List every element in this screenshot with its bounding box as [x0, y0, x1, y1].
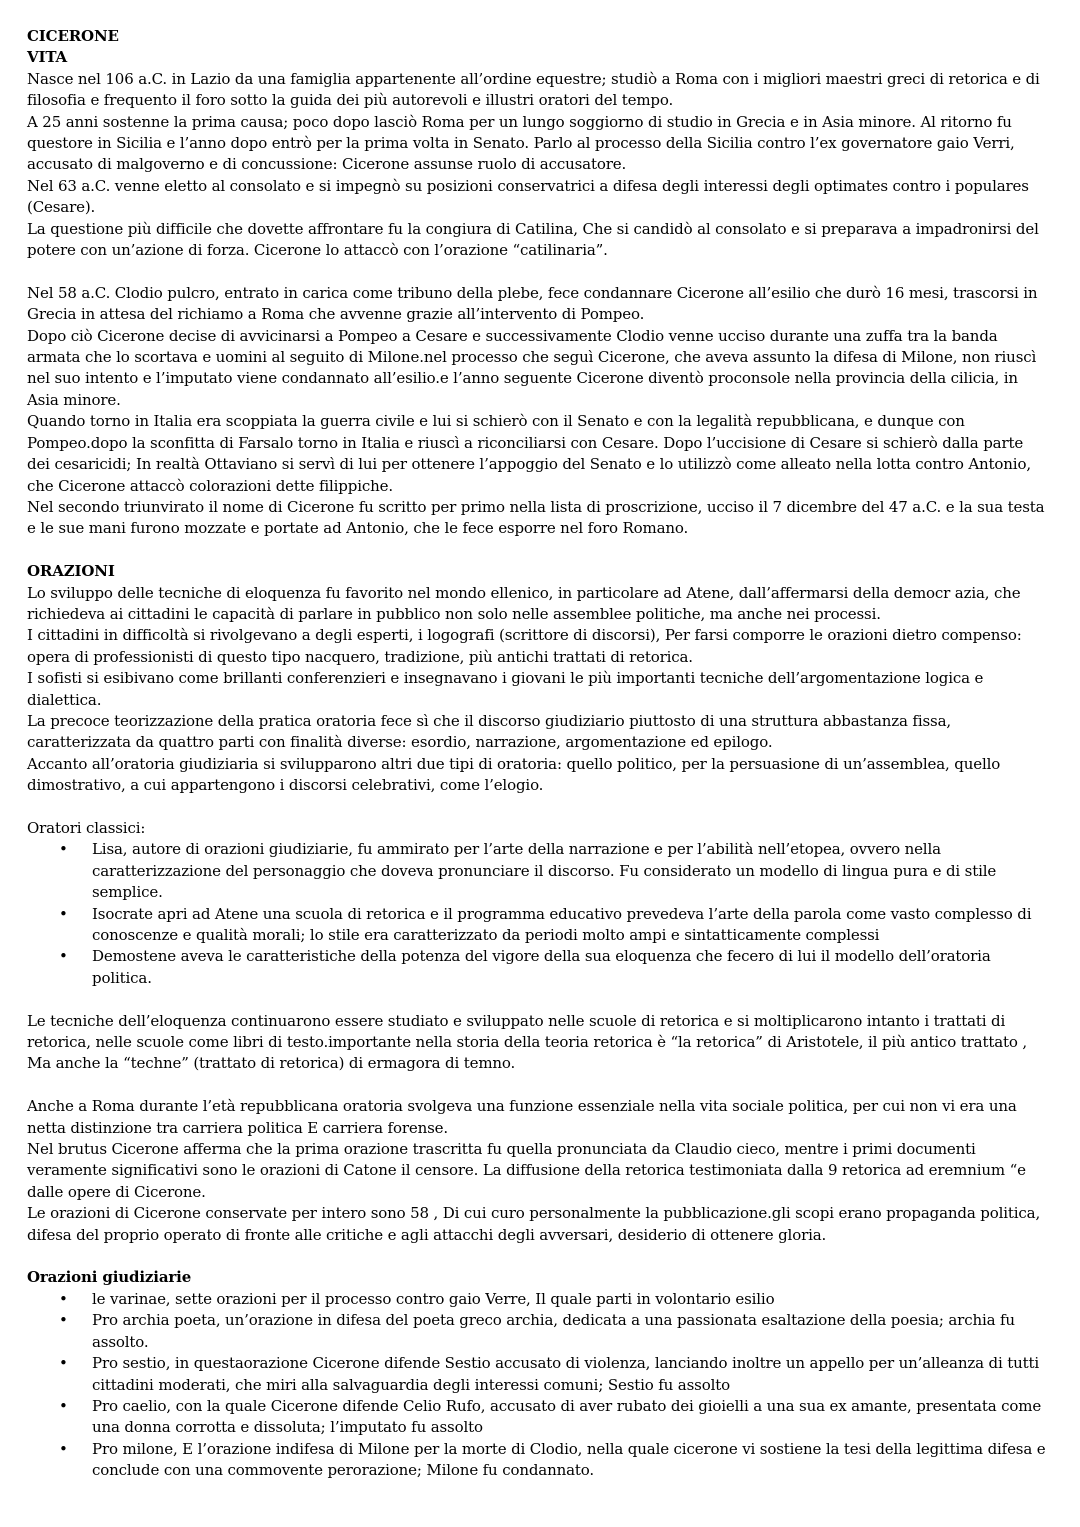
paragraph: Nel 63 a.C. venne eletto al consolato e si impegnò su posizioni conservatrici a difesa degli interessi degli optimates contro i populares (Cesare).	[27, 176, 1029, 217]
bullet-icon: •	[59, 1311, 68, 1330]
list-item	[59, 904, 1050, 947]
paragraph: Nel 58 a.C. Clodio pulcro, entrato in carica come tribuno della plebe, fece condannare Cicerone all’esilio che durò 16 mesi, trascorsi in Grecia in attesa del richiamo a Roma che avvenne grazie all’intervento di Pompeo.	[27, 283, 1038, 324]
giudiziarie-list	[27, 1289, 1050, 1482]
bullet-icon: •	[59, 904, 68, 923]
list-item-text: Pro milone, E l’orazione indifesa di Milone per la morte di Clodio, nella quale cicerone vi sostiene la tesi della legittima difesa e conclude con una commovente perorazione; Milone fu condannato.	[92, 1439, 1046, 1480]
list-item	[59, 1310, 1050, 1353]
paragraph: A 25 anni sostenne la prima causa; poco dopo lasciò Roma per un lungo soggiorno di studio in Grecia e in Asia minore. Al ritorno fu questore in Sicilia e l’anno dopo entrò per la prima volta in Senato. Parlo al processo della Sicilia contro l’ex governatore gaio Verri, accusato di malgoverno e di concussione: Cicerone assunse ruolo di accusatore.	[27, 112, 1015, 174]
paragraph: Accanto all’oratoria giudiziaria si svilupparono altri due tipi di oratoria: quello politico, per la persuasione di un’assemblea, quello dimostrativo, a cui appartengono i discorsi celebrativi, come l’elogio.	[27, 754, 1001, 795]
paragraph: La precoce teorizzazione della pratica oratoria fece sì che il discorso giudiziario piuttosto di una struttura abbastanza fissa, caratterizzata da quattro parti con finalità diverse: esordio, narrazione, argomentazione ed epilogo.	[27, 711, 951, 752]
oratori-label: Oratori classici:	[27, 818, 146, 837]
paragraph: La questione più difficile che dovette affrontare fu la congiura di Catilina, Che si candidò al consolato e si preparava a impadronirsi del potere con un’azione di forza. Cicerone lo attaccò con l’orazione “catilinaria”.	[27, 219, 1039, 260]
list-item	[59, 1396, 1050, 1439]
list-item-text: le varinae, sette orazioni per il processo contro gaio Verre, Il quale parti in volontario esilio	[92, 1289, 775, 1308]
blank-line	[27, 540, 1050, 561]
oratori-list	[27, 839, 1050, 989]
paragraph: I sofisti si esibivano come brillanti conferenzieri e insegnavano i giovani le più importanti tecniche dell’argomentazione logica e dialettica.	[27, 669, 984, 709]
section-heading-giudiziarie: Orazioni giudiziarie	[27, 1268, 192, 1287]
paragraph: Nasce nel 106 a.C. in Lazio da una famiglia appartenente all’ordine equestre; studiò a Roma con i migliori maestri greci di retorica e di filosofia e frequento il foro sotto la guida dei più autorevoli e illustri oratori del tempo.	[27, 69, 1040, 110]
blank-line	[27, 261, 1050, 282]
paragraph: Le tecniche dell’eloquenza continuarono essere studiato e sviluppato nelle scuole di retorica e si moltiplicarono intanto i trattati di retorica, nelle scuole come libri di testo.importante nella storia della teoria retorica è “la retorica” di Aristotele, il più antico trattato , Ma anche la “techne” (trattato di retorica) di ermagora di temno.	[27, 1011, 1027, 1073]
list-item-text: Lisa, autore di orazioni giudiziarie, fu ammirato per l’arte della narrazione e per l’abilità nell’etopea, ovvero nella caratterizzazione del personaggio che doveva pronunciare il discorso. Fu considerato un modello di lingua pura e di stile semplice.	[92, 840, 997, 902]
list-item-text: Isocrate apri ad Atene una scuola di retorica e il programma educativo prevedeva l’arte della parola come vasto complesso di conoscenze e qualità morali; lo stile era caratterizzato da periodi molto ampi e sintatticamente complessi	[92, 904, 1032, 945]
blank-line	[27, 989, 1050, 1010]
document-title: CICERONE	[27, 27, 119, 45]
bullet-icon: •	[59, 840, 68, 859]
list-item-text: Demostene aveva le caratteristiche della potenza del vigore della sua eloquenza che fecero di lui il modello dell’oratoria politica.	[92, 947, 991, 987]
list-item	[59, 946, 1050, 989]
paragraph: I cittadini in difficoltà si rivolgevano a degli esperti, i logografi (scrittore di discorsi), Per farsi comporre le orazioni dietro compenso: opera di professionisti di questo tipo nacquero, tradizione, più antichi trattati di retorica.	[27, 626, 1022, 666]
list-item	[59, 839, 1050, 903]
list-item	[59, 1353, 1050, 1396]
bullet-icon: •	[59, 1354, 68, 1373]
paragraph: Nel brutus Cicerone afferma che la prima orazione trascritta fu quella pronunciata da Claudio cieco, mentre i primi documenti veramente significativi sono le orazioni di Catone il censore. La diffusione della retorica testimoniata dalla 9 retorica ad eremnium “e dalle opere di Cicerone.	[27, 1140, 1026, 1201]
blank-line	[27, 1075, 1050, 1096]
list-item-text: Pro archia poeta, un’orazione in difesa del poeta greco archia, dedicata a una passionata esaltazione della poesia; archia fu assolto.	[92, 1311, 1015, 1351]
list-item	[59, 1439, 1050, 1482]
blank-line	[27, 1246, 1050, 1267]
paragraph: Nel secondo triunvirato il nome di Cicerone fu scritto per primo nella lista di proscrizione, ucciso il 7 dicembre del 47 a.C. e la sua testa e le sue mani furono mozzate e portate ad Antonio, che le fece esporre nel foro Romano.	[27, 497, 1045, 538]
paragraph: Lo sviluppo delle tecniche di eloquenza fu favorito nel mondo ellenico, in particolare ad Atene, dall’affermarsi della democr azia, che richiedeva ai cittadini le capacità di parlare in pubblico non solo nelle assemblee politiche, ma anche nei processi.	[27, 583, 1021, 623]
bullet-icon: •	[59, 1396, 68, 1415]
bullet-icon: •	[59, 1439, 68, 1458]
paragraph: Le orazioni di Cicerone conservate per intero sono 58 , Di cui curo personalmente la pubblicazione.gli scopi erano propaganda politica, difesa del proprio operato di fronte alle critiche e agli attacchi degli avversari, desiderio di ottenere gloria.	[27, 1204, 1041, 1244]
blank-line	[27, 797, 1050, 818]
section-heading-orazioni: ORAZIONI	[27, 562, 115, 581]
bullet-icon: •	[59, 947, 68, 966]
list-item	[59, 1289, 1050, 1310]
paragraph: Anche a Roma durante l’età repubblicana oratoria svolgeva una funzione essenziale nella vita sociale politica, per cui non vi era una netta distinzione tra carriera politica E carriera forense.	[27, 1097, 1017, 1137]
section-heading-vita: VITA	[27, 48, 68, 67]
paragraph: Quando torno in Italia era scoppiata la guerra civile e lui si schierò con il Senato e con la legalità repubblicana, e dunque con Pompeo.dopo la sconfitta di Farsalo torno in Italia e riuscì a riconciliarsi con Cesare. Dopo l’uccisione di Cesare si schierò dalla parte dei cesaricidi; In realtà Ottaviano si servì di lui per ottenere l’appoggio del Senato e lo utilizzò come alleato nella lotta contro Antonio, che Cicerone attaccò colorazioni dette filippiche.	[27, 412, 1031, 495]
bullet-icon: •	[59, 1289, 68, 1308]
list-item-text: Pro sestio, in questaorazione Cicerone difende Sestio accusato di violenza, lanciando inoltre un appello per un’alleanza di tutti cittadini moderati, che miri alla salvaguardia degli interessi comuni; Sestio fu assolto	[92, 1354, 1040, 1394]
list-item-text: Pro caelio, con la quale Cicerone difende Celio Rufo, accusato di aver rubato dei gioielli a una sua ex amante, presentata come una donna corrotta e dissoluta; l’imputato fu assolto	[92, 1396, 1042, 1437]
paragraph: Dopo ciò Cicerone decise di avvicinarsi a Pompeo a Cesare e successivamente Clodio venne ucciso durante una zuffa tra la banda armata che lo scortava e uomini al seguito di Milone.nel processo che seguì Cicerone, che aveva assunto la difesa di Milone, non riuscì nel suo intento e l’imputato viene condannato all’esilio.e l’anno seguente Cicerone diventò proconsole nella provincia della cilicia, in Asia minore.	[27, 326, 1037, 409]
